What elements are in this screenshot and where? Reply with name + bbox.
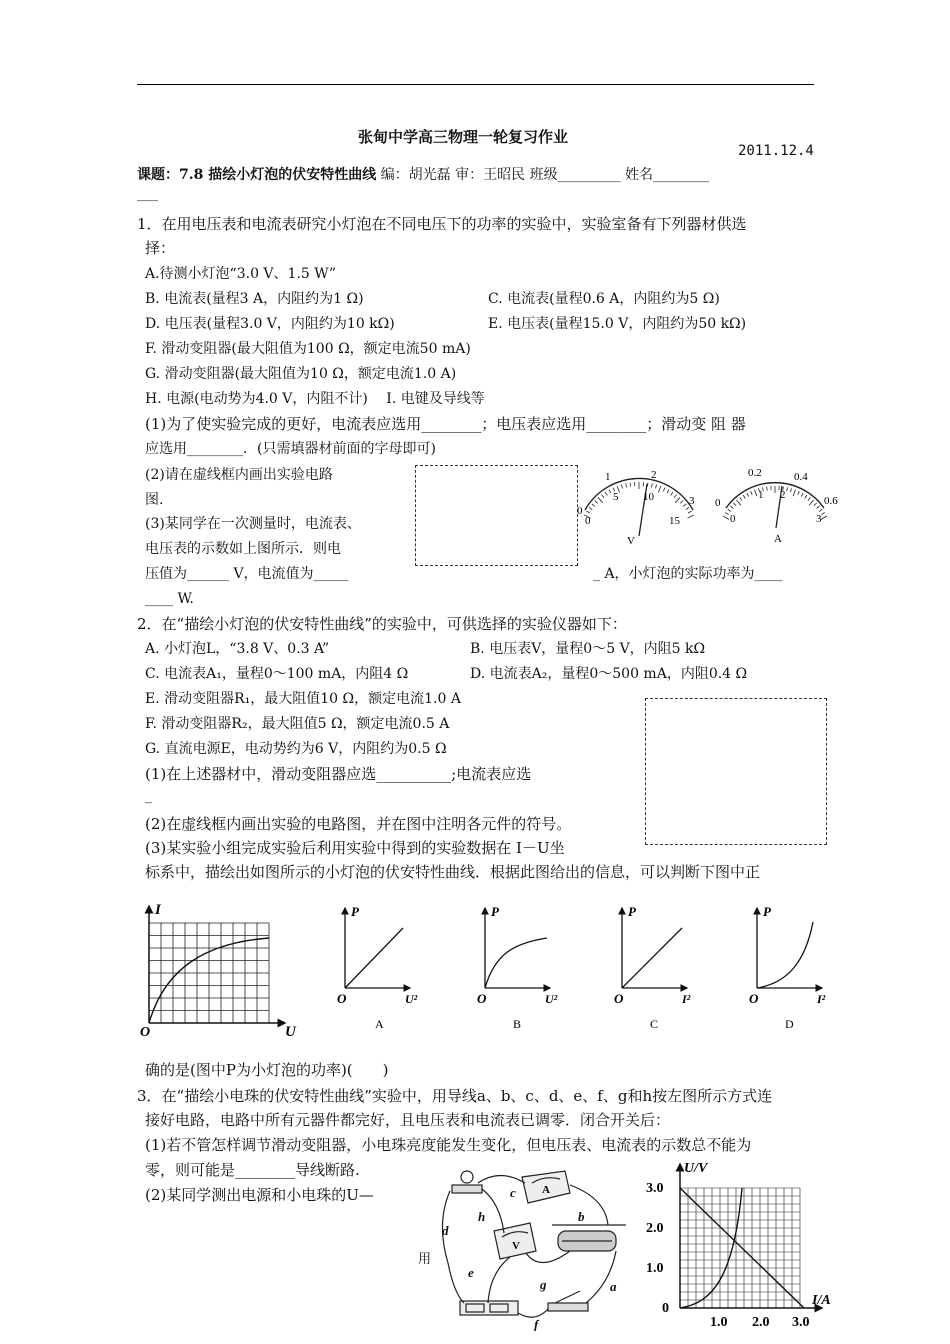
ammeter-label: A	[774, 533, 782, 545]
wire-c: c	[510, 1185, 516, 1200]
header-rule	[137, 84, 814, 85]
voltmeter-dial	[575, 462, 700, 552]
ui-xtick-2: 2.0	[752, 1315, 770, 1330]
q2-part1: _	[145, 788, 152, 804]
q2-option-e: E. 滑动变阻器R₁，最大阻值10 Ω，额定电流1.0 A	[145, 691, 461, 707]
q1-part1: 应选用________．(只需填器材前面的字母即可)	[145, 441, 436, 457]
q1-stem: 1．在用电压表和电流表研究小灯泡在不同电压下的功率的实验中，实验室备有下列器材供选	[137, 215, 747, 233]
graph-b	[477, 904, 558, 1031]
q2-option-d: D. 电流表A₂，量程0～500 mA，内阻0.4 Ω	[470, 666, 748, 682]
q1-part3: _ A，小灯泡的实际功率为____	[593, 566, 783, 582]
svg-text:P: P	[763, 904, 771, 919]
circuit-voltmeter-label: V	[512, 1240, 520, 1252]
editor: 编：胡光磊	[380, 167, 451, 183]
ui-xtick-3: 3.0	[792, 1315, 810, 1330]
q2-part3: (3)某实验小组完成实验后利用实验中得到的实验数据在 I－U坐	[145, 839, 565, 857]
circuit-ammeter-label: A	[542, 1184, 550, 1196]
source-line	[680, 1188, 804, 1308]
q1-option-c: C. 电流表(量程0.6 A，内阻约为5 Ω)	[488, 291, 720, 307]
q3-ui-graph	[642, 1158, 842, 1338]
a-tick-bottom-0: 0	[730, 513, 736, 525]
wire-d: d	[442, 1223, 449, 1238]
iu-xlabel: U	[285, 1024, 296, 1038]
a-tick-1: 1	[758, 489, 764, 501]
q1-option-g: G. 滑动变阻器(最大阻值为10 Ω，额定电流1.0 A)	[145, 366, 457, 382]
q1-part3: 电压表的示数如上图所示．则电	[145, 541, 341, 557]
wire-h: h	[478, 1209, 486, 1224]
q1-part3: 压值为______ V，电流值为_____	[145, 566, 349, 582]
wire-b: b	[578, 1209, 585, 1224]
q2-graphs	[135, 898, 835, 1038]
v-tick-top-2: 2	[651, 469, 657, 481]
svg-text:A: A	[375, 1017, 384, 1031]
q3-circuit-photo	[430, 1163, 640, 1331]
v-tick-right-3: 3	[689, 495, 695, 507]
a-tick-bottom-3: 3	[816, 513, 822, 525]
class-field: 班级_________	[529, 167, 621, 183]
q1-part3: (3)某同学在一次测量时，电流表、	[145, 516, 361, 532]
q2-part1: (1)在上述器材中，滑动变阻器应选__________;电流表应选	[145, 765, 532, 783]
a-tick-left-0: 0	[715, 497, 721, 509]
ui-ytick-1: 1.0	[646, 1261, 664, 1276]
q2-option-g: G. 直流电源E，电动势约为6 V，内阻约为0.5 Ω	[145, 741, 447, 757]
q2-option-f: F. 滑动变阻器R₂，最大阻值5 Ω，额定电流0.5 A	[145, 716, 450, 732]
q1-part2: 图.	[145, 492, 164, 508]
svg-text:O: O	[477, 991, 487, 1006]
reviewer: 审：王昭民	[455, 167, 526, 183]
svg-text:B: B	[513, 1017, 522, 1031]
q1-option-b: B. 电流表(量程3 A，内阻约为1 Ω)	[145, 291, 364, 307]
q1-part1: (1)为了使实验完成的更好，电流表应选用________；电压表应选用________；滑动变 阻 器	[145, 415, 746, 433]
page-title: 张甸中学高三物理一轮复习作业	[358, 128, 569, 146]
topic: 课题：7.8 描绘小灯泡的伏安特性曲线	[137, 167, 377, 183]
q1-option-h: H. 电源(电动势为4.0 V，内阻不计) I. 电键及导线等	[145, 391, 485, 407]
bulb-curve	[680, 1188, 742, 1308]
q1-option-a: A.待测小灯泡“3.0 V、1.5 W”	[145, 266, 337, 282]
q1-stem: 择：	[145, 239, 176, 257]
graph-a	[337, 904, 418, 1031]
graph-c	[614, 904, 691, 1031]
svg-text:U²: U²	[545, 992, 558, 1006]
ui-xtick-1: 1.0	[710, 1315, 728, 1330]
topic-line	[137, 164, 709, 184]
wire-a: a	[610, 1279, 617, 1294]
svg-text:I²: I²	[682, 992, 691, 1006]
iu-graph	[140, 902, 297, 1038]
svg-text:P: P	[351, 904, 359, 919]
v-tick-bottom-15: 15	[669, 515, 680, 527]
svg-text:O: O	[614, 991, 624, 1006]
v-tick-5: 5	[613, 491, 619, 503]
wire-g: g	[540, 1277, 547, 1292]
svg-text:O: O	[749, 991, 759, 1006]
q1-option-d: D. 电压表(量程3.0 V，内阻约为10 kΩ)	[145, 316, 395, 332]
q1-option-e: E. 电压表(量程15.0 V，内阻约为50 kΩ)	[488, 316, 747, 332]
q3-part1: 零，则可能是________导线断路.	[145, 1161, 360, 1179]
v-tick-bottom-0: 0	[585, 515, 591, 527]
svg-text:U²: U²	[405, 992, 418, 1006]
svg-text:D: D	[785, 1017, 794, 1031]
ui-ytick-0: 0	[662, 1301, 669, 1316]
svg-text:O: O	[337, 991, 347, 1006]
v-tick-left-0: 0	[577, 505, 583, 517]
v-tick-top-1: 1	[605, 471, 611, 483]
svg-text:C: C	[650, 1017, 659, 1031]
q3-stem: 接好电路，电路中所有元器件都完好，且电压表和电流表已调零．闭合开关后：	[145, 1111, 671, 1129]
graph-d	[749, 904, 826, 1031]
q2-option-b: B. 电压表V，量程0～5 V，内阻5 kΩ	[470, 641, 706, 657]
iu-origin: O	[140, 1025, 151, 1038]
q3-part2: (2)某同学测出电源和小电珠的U—	[145, 1186, 374, 1204]
q2-option-c: C. 电流表A₁，量程0～100 mA，内阻4 Ω	[145, 666, 409, 682]
ammeter-dial	[712, 462, 847, 552]
iu-ylabel: I	[155, 902, 161, 918]
q1-circuit-box	[415, 465, 578, 566]
q2-stem: 2．在“描绘小灯泡的伏安特性曲线”的实验中，可供选择的实验仪器如下：	[137, 615, 627, 633]
q3-part2: 用	[418, 1252, 432, 1267]
name-tail: ___	[137, 186, 158, 202]
q2-part3: 确的是(图中P为小灯泡的功率)( )	[145, 1061, 389, 1079]
q3-stem: 3．在“描绘小电珠的伏安特性曲线”实验中，用导线a、b、c、d、e、f、g和h按左图所示方式连	[137, 1087, 773, 1105]
svg-text:P: P	[491, 904, 499, 919]
wire-f: f	[534, 1317, 539, 1331]
q1-part2: (2)请在虚线框内画出实验电路	[145, 467, 333, 483]
svg-text:I²: I²	[817, 992, 826, 1006]
ui-ytick-3: 3.0	[646, 1181, 664, 1196]
voltmeter-label: V	[627, 535, 635, 547]
q1-part3: ____ W.	[145, 591, 194, 607]
wire-e: e	[468, 1265, 474, 1280]
ui-ytick-2: 2.0	[646, 1221, 664, 1236]
q3-part1: (1)若不管怎样调节滑动变阻器，小电珠亮度能发生变化，但电压表、电流表的示数总不能为	[145, 1136, 752, 1154]
a-tick-0.4: 0.4	[794, 471, 808, 483]
q2-circuit-box	[645, 698, 827, 845]
q1-option-f: F. 滑动变阻器(最大阻值为100 Ω，额定电流50 mA)	[145, 341, 471, 357]
a-tick-2: 2	[780, 489, 786, 501]
v-tick-top-10: 10	[643, 491, 654, 503]
ui-ylabel: U/V	[684, 1161, 708, 1176]
svg-text:P: P	[628, 904, 636, 919]
q2-part2: (2)在虚线框内画出实验的电路图，并在图中注明各元件的符号。	[145, 815, 572, 833]
q2-option-a: A. 小灯泡L，“3.8 V、0.3 A”	[145, 641, 330, 657]
name-field: 姓名________	[625, 167, 710, 183]
a-tick-0.2: 0.2	[748, 467, 762, 479]
date: 2011.12.4	[738, 143, 814, 159]
ui-xlabel: I/A	[812, 1293, 831, 1308]
a-tick-0.6: 0.6	[824, 495, 838, 507]
q2-part3: 标系中，描绘出如图所示的小灯泡的伏安特性曲线．根据此图给出的信息，可以判断下图中正	[145, 863, 761, 881]
